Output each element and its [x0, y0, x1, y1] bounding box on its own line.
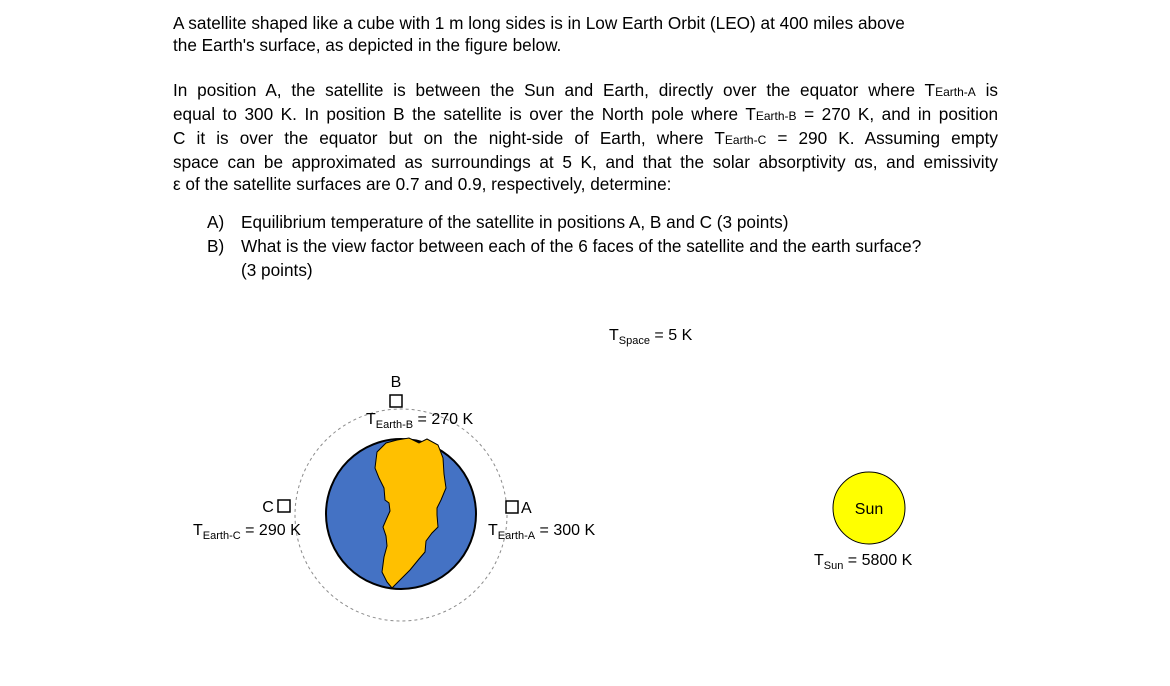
question-b-marker: B)	[207, 236, 225, 256]
t-space-label: $T_{Space} = 5$ K	[609, 327, 693, 347]
details-line-5: ε of the satellite surfaces are 0.7 and 0.9, respectively, determine:	[173, 174, 672, 194]
t-earth-c-label: $T_{Earth-C} = 290$ K	[193, 522, 301, 542]
position-c-label: C	[262, 499, 274, 516]
intro-line-1: A satellite shaped like a cube with 1 m long sides is in Low Earth Orbit (LEO) at 400 miles above	[173, 13, 905, 33]
question-a-text: Equilibrium temperature of the satellite in positions A, B and C (3 points)	[241, 212, 789, 232]
position-a-label: A	[521, 500, 532, 517]
question-b-text-2: (3 points)	[241, 260, 313, 280]
t-sun-label: $T_{Sun} = 5800$ K	[814, 552, 913, 572]
details-line-3: C it is over the equator but on the night-side of Earth, where TEarth-C = 290 K. Assuming empty	[173, 128, 998, 148]
position-b-label: B	[390, 374, 402, 391]
intro-line-2: the Earth's surface, as depicted in the figure below.	[173, 35, 562, 55]
satellite-b	[390, 395, 402, 407]
t-earth-b-label: $T_{Earth-B} = 270$ K	[366, 411, 474, 431]
t-earth-a-label: $T_{Earth-A} = 300$ K	[488, 522, 596, 542]
satellite-c	[278, 500, 290, 512]
question-a-marker: A)	[207, 212, 225, 232]
sun-label: Sun	[854, 501, 884, 518]
details-line-4: space can be approximated as surroundings at 5 K, and that the solar absorptivity αs, and emissivity	[173, 152, 998, 172]
question-b-text: What is the view factor between each of the 6 faces of the satellite and the earth surface?	[241, 236, 922, 256]
details-line-2: equal to 300 K. In position B the satellite is over the North pole where TEarth-B = 270 K, and in position	[173, 104, 999, 124]
satellite-a	[506, 501, 518, 513]
details-line-1: In position A, the satellite is between the Sun and Earth, directly over the equator where TEarth-A is	[173, 80, 999, 100]
